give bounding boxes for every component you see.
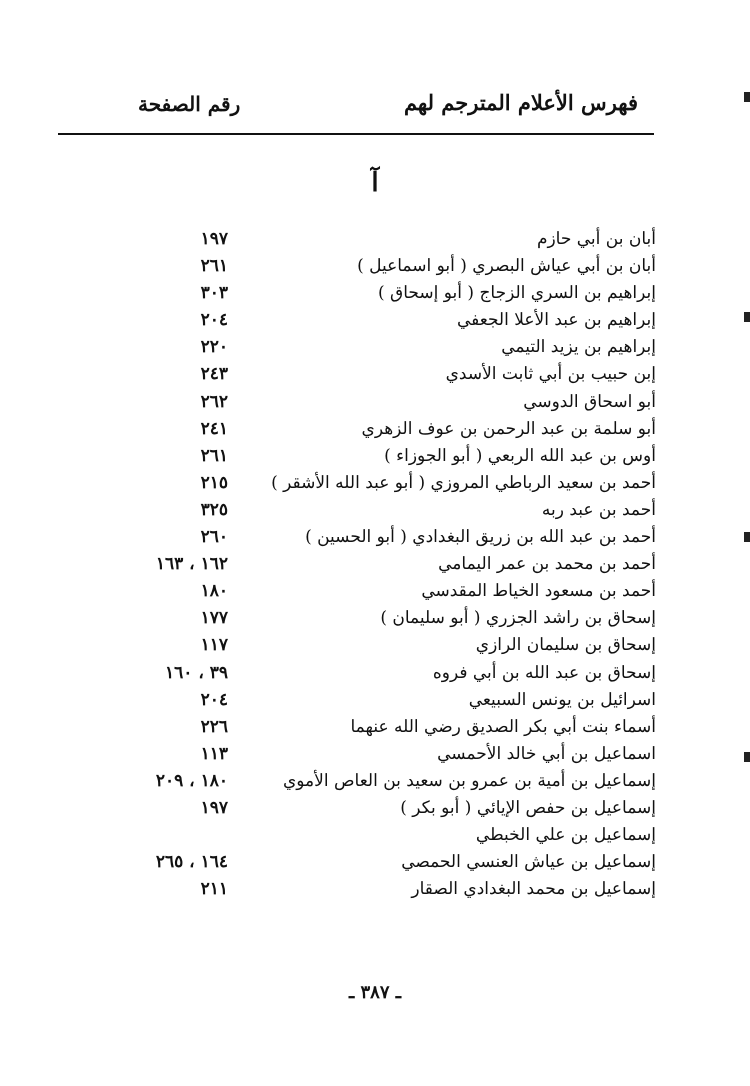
index-entry <box>0 334 750 361</box>
index-entry <box>0 741 750 768</box>
index-entry <box>0 578 750 605</box>
entry-pages: ٢٤١ <box>200 418 228 439</box>
index-entry <box>0 416 750 443</box>
index-entry <box>0 389 750 416</box>
entry-name: أحمد بن مسعود الخياط المقدسي <box>421 581 656 602</box>
entry-name: إبراهيم بن عبد الأعلا الجعفي <box>456 310 656 331</box>
entry-pages: ١٧٧ <box>200 608 228 629</box>
entry-pages: ٢٦١ <box>200 256 228 277</box>
scan-edge-mark <box>744 752 750 762</box>
entry-name: أوس بن عبد الله الربعي ( أبو الجوزاء ) <box>384 445 656 466</box>
entry-pages: ٢٦١ <box>200 445 228 466</box>
index-entry <box>0 443 750 470</box>
scan-edge-mark <box>744 312 750 322</box>
entry-name: أحمد بن محمد بن عمر اليمامي <box>438 554 656 575</box>
index-entry <box>0 660 750 687</box>
scan-edge-mark <box>744 92 750 102</box>
entry-pages: ٣٠٣ <box>200 283 228 304</box>
index-entry <box>0 632 750 659</box>
entry-pages: ٣٩ ، ١٦٠ <box>165 662 228 683</box>
header-rule <box>58 133 654 135</box>
index-entry <box>0 822 750 849</box>
entry-name: إبراهيم بن يزيد التيمي <box>501 337 656 358</box>
index-entry <box>0 876 750 903</box>
entry-name: أحمد بن عبد ربه <box>541 499 656 520</box>
index-entry <box>0 280 750 307</box>
scan-edge-mark <box>744 532 750 542</box>
index-entries <box>0 226 750 903</box>
entry-name: أبان بن أبي حازم <box>536 229 656 249</box>
entry-pages: ٢٢٠ <box>200 337 228 358</box>
index-entry <box>0 687 750 714</box>
entry-pages: ٢٠٤ <box>200 310 228 331</box>
index-entry <box>0 768 750 795</box>
header-title: فهرس الأعلام المترجم لهم <box>403 90 638 115</box>
entry-name: أسماء بنت أبي بكر الصديق رضي الله عنهما <box>350 716 656 737</box>
entry-name: إسحاق بن عبد الله بن أبي فروه <box>432 662 656 683</box>
entry-pages: ٢٠٤ <box>200 689 228 710</box>
entry-name: أحمد بن سعيد الرباطي المروزي ( أبو عبد الله الأشقر ) <box>271 472 656 493</box>
entry-name: أبو سلمة بن عبد الرحمن بن عوف الزهري <box>361 418 656 439</box>
entry-name: اسماعيل بن أبي خالد الأحمسي <box>437 743 656 764</box>
index-entry <box>0 714 750 741</box>
entry-name: إسماعيل بن عياش العنسي الحمصي <box>401 852 656 873</box>
entry-pages: ١١٧ <box>200 635 228 656</box>
entry-pages: ١٨٠ ، ٢٠٩ <box>155 770 228 791</box>
page-number: ـ ٣٨٧ ـ <box>348 982 402 1003</box>
entry-pages: ١١٣ <box>200 743 228 764</box>
index-entry <box>0 551 750 578</box>
entry-name: إسماعيل بن علي الخبطي <box>475 825 656 846</box>
entry-name: إسماعيل بن أمية بن عمرو بن سعيد بن العاص الأموي <box>282 770 656 791</box>
entry-pages: ٢٢٦ <box>200 716 228 737</box>
entry-pages: ٢١٥ <box>200 472 228 493</box>
entry-name: إسماعيل بن حفص الإيائي ( أبو بكر ) <box>400 797 656 818</box>
index-entry <box>0 253 750 280</box>
entry-pages: ٢٦٠ <box>200 527 228 548</box>
entry-name: إسحاق بن سليمان الرازي <box>475 635 656 656</box>
entry-pages: ١٩٧ <box>200 797 228 818</box>
entry-name: إسحاق بن راشد الجزري ( أبو سليمان ) <box>380 608 656 629</box>
index-entry <box>0 497 750 524</box>
entry-name: أحمد بن عبد الله بن زريق البغدادي ( أبو الحسين ) <box>305 527 656 548</box>
entry-pages: ١٩٧ <box>200 229 228 249</box>
entry-pages: ١٦٢ ، ١٦٣ <box>155 554 228 575</box>
entry-name: إبن حبيب بن أبي ثابت الأسدي <box>445 364 656 385</box>
entry-pages: ١٨٠ <box>200 581 228 602</box>
entry-name: أبو اسحاق الدوسي <box>523 391 656 412</box>
entry-pages: ٢٤٣ <box>200 364 228 385</box>
entry-pages: ٣٢٥ <box>200 499 228 520</box>
entry-pages: ١٦٤ ، ٢٦٥ <box>155 852 228 873</box>
index-entry <box>0 307 750 334</box>
index-entry <box>0 361 750 388</box>
entry-name: إبراهيم بن السري الزجاج ( أبو إسحاق ) <box>378 283 656 304</box>
index-entry <box>0 605 750 632</box>
section-letter: آ <box>371 168 379 198</box>
entry-pages: ٢١١ <box>200 879 228 900</box>
entry-name: اسرائيل بن يونس السبيعي <box>468 689 656 710</box>
index-entry <box>0 470 750 497</box>
entry-pages: ٢٦٢ <box>200 391 228 412</box>
index-entry <box>0 226 750 253</box>
entry-name: إسماعيل بن محمد البغدادي الصقار <box>411 879 656 900</box>
index-entry <box>0 795 750 822</box>
index-entry <box>0 849 750 876</box>
index-entry <box>0 524 750 551</box>
entry-name: أبان بن أبي عياش البصري ( أبو اسماعيل ) <box>357 256 656 277</box>
header-page-label: رقم الصفحة <box>138 92 241 116</box>
